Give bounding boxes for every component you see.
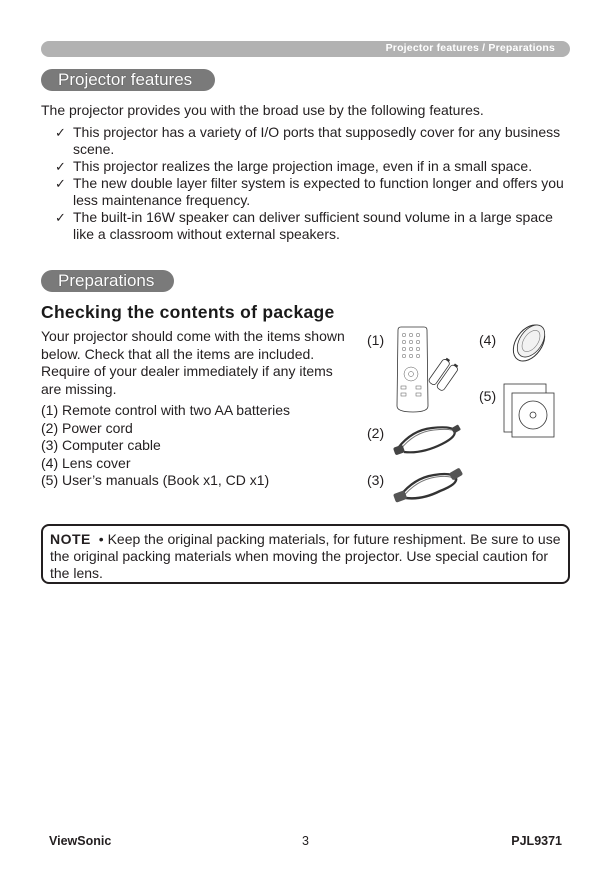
list-item: (5) User’s manuals (Book x1, CD x1) xyxy=(41,472,270,489)
list-item: (4) Lens cover xyxy=(41,454,131,471)
section-heading-features: Projector features xyxy=(41,69,215,91)
computer-cable-icon xyxy=(392,466,464,506)
list-item xyxy=(41,209,571,243)
check-icon: ✓ xyxy=(55,125,66,140)
feature-text: The built-in 16W speaker can deliver sufficient sound volume in a large space like a classroom without external speakers. xyxy=(73,209,553,242)
figure-label-1: (1) xyxy=(367,332,385,348)
figure-label-2: (2) xyxy=(367,425,385,441)
list-item: (3) Computer cable xyxy=(41,437,161,454)
note-text: • Keep the original packing materials, for future reshipment. Be sure to use the original packing materials when moving the projector. Use special caution for the lens. xyxy=(50,531,561,581)
package-description: Your projector should come with the items shown below. Check that all the items are included. Require of your dealer immediately if any items are missing. xyxy=(41,328,345,397)
footer-model: PJL9371 xyxy=(511,834,562,848)
features-list xyxy=(41,124,571,243)
list-item xyxy=(41,158,571,175)
lens-cover-icon xyxy=(506,320,552,366)
figure-label-3: (3) xyxy=(367,472,385,488)
note-box xyxy=(41,524,570,584)
features-intro: The projector provides you with the broad use by the following features. xyxy=(41,102,484,118)
footer-brand: ViewSonic xyxy=(49,834,112,848)
list-item: (1) Remote control with two AA batteries xyxy=(41,402,290,418)
package-items-list xyxy=(41,402,290,490)
header-title: Projector features / Preparations xyxy=(385,42,555,54)
package-subheading: Checking the contents of package xyxy=(41,302,335,322)
list-item xyxy=(41,124,571,158)
power-cord-icon xyxy=(392,420,464,460)
check-icon: ✓ xyxy=(55,210,66,225)
check-icon: ✓ xyxy=(55,159,66,174)
page-number: 3 xyxy=(302,834,309,848)
list-item xyxy=(41,175,571,209)
feature-text: This projector has a variety of I/O ports that supposedly cover for any business scene. xyxy=(73,124,561,157)
feature-text: The new double layer filter system is expected to function longer and offers you less maintenance frequency. xyxy=(73,175,564,208)
feature-text: This projector realizes the large projection image, even if in a small space. xyxy=(73,158,533,174)
header-bar xyxy=(41,41,570,57)
manuals-icon xyxy=(503,383,557,439)
figure-label-5: (5) xyxy=(479,388,497,404)
figure-label-4: (4) xyxy=(479,332,497,348)
remote-control-icon xyxy=(390,326,465,416)
section-heading-preparations: Preparations xyxy=(41,270,174,292)
check-icon: ✓ xyxy=(55,176,66,191)
note-title: NOTE xyxy=(50,531,91,547)
list-item: (2) Power cord xyxy=(41,419,133,436)
